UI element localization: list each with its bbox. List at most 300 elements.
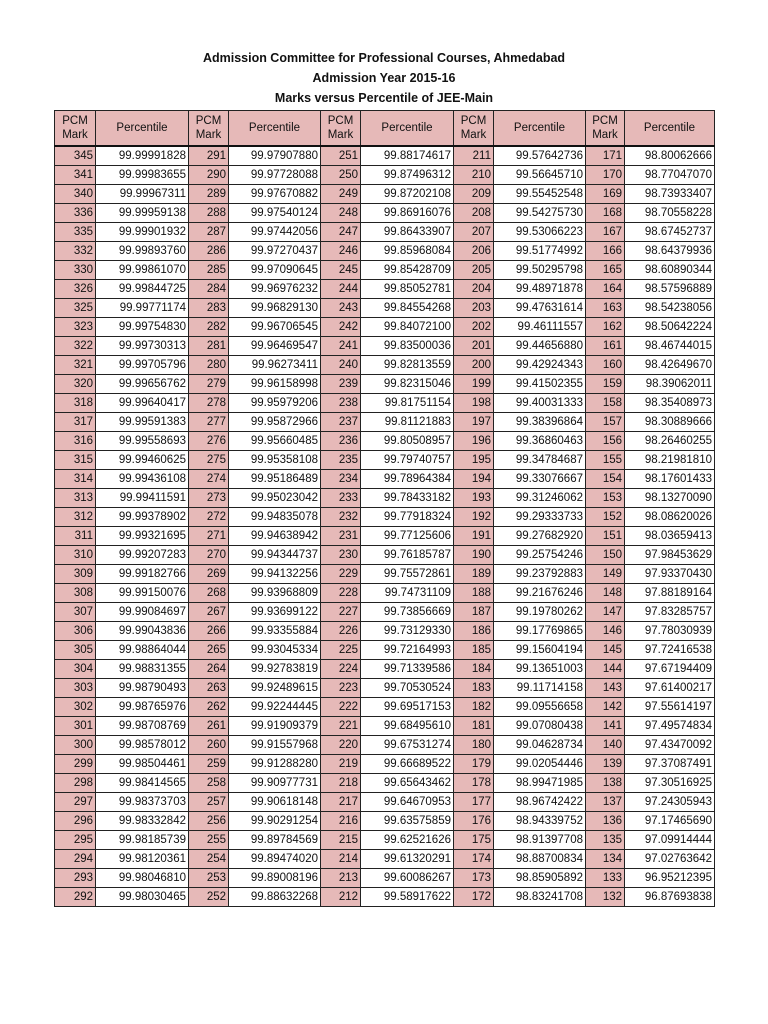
pcm-mark-cell: 150 [586,546,625,565]
percentile-cell: 98.46744015 [625,337,715,356]
percentile-cell: 99.99754830 [96,318,189,337]
pcm-mark-cell: 257 [189,793,229,812]
pcm-mark-cell: 135 [586,831,625,850]
percentile-cell: 99.99150076 [96,584,189,603]
pcm-mark-cell: 277 [189,413,229,432]
percentile-cell: 99.99959138 [96,204,189,223]
percentile-cell: 97.55614197 [625,698,715,717]
percentile-cell: 99.99991828 [96,146,189,166]
percentile-cell: 97.37087491 [625,755,715,774]
table-row [55,869,715,888]
percentile-cell: 99.99436108 [96,470,189,489]
table-row [55,413,715,432]
percentile-cell: 97.49574834 [625,717,715,736]
pcm-mark-cell: 181 [454,717,494,736]
pcm-mark-cell: 312 [55,508,96,527]
percentile-cell: 99.84554268 [361,299,454,318]
percentile-cell: 99.73856669 [361,603,454,622]
table-row [55,812,715,831]
percentile-cell: 99.77125606 [361,527,454,546]
document-title-line-3: Marks versus Percentile of JEE-Main [274,91,494,105]
pcm-mark-cell: 302 [55,698,96,717]
pcm-mark-cell: 180 [454,736,494,755]
percentile-cell: 99.76185787 [361,546,454,565]
header-mark-label: Mark [195,129,222,141]
pcm-mark-cell: 193 [454,489,494,508]
pcm-mark-cell: 241 [321,337,361,356]
pcm-mark-cell: 254 [189,850,229,869]
pcm-mark-cell: 215 [321,831,361,850]
percentile-cell: 99.99983655 [96,166,189,185]
percentile-cell: 99.60086267 [361,869,454,888]
percentile-cell: 99.94638942 [229,527,321,546]
pcm-mark-cell: 213 [321,869,361,888]
percentile-cell: 99.98046810 [96,869,189,888]
pcm-mark-cell: 307 [55,603,96,622]
percentile-cell: 99.42924343 [494,356,586,375]
pcm-mark-cell: 174 [454,850,494,869]
pcm-mark-cell: 268 [189,584,229,603]
percentile-cell: 99.84072100 [361,318,454,337]
pcm-mark-cell: 269 [189,565,229,584]
percentile-cell: 99.97670882 [229,185,321,204]
percentile-cell: 99.98790493 [96,679,189,698]
percentile-cell: 98.99471985 [494,774,586,793]
header-mark-label: Mark [62,129,88,141]
pcm-mark-cell: 296 [55,812,96,831]
percentile-cell: 99.95186489 [229,470,321,489]
percentile-cell: 99.97540124 [229,204,321,223]
percentile-cell: 98.67452737 [625,223,715,242]
percentile-cell: 99.15604194 [494,641,586,660]
pcm-mark-cell: 303 [55,679,96,698]
percentile-cell: 99.99558693 [96,432,189,451]
pcm-mark-cell: 211 [454,146,494,166]
pcm-mark-cell: 219 [321,755,361,774]
pcm-mark-cell: 311 [55,527,96,546]
pcm-mark-cell: 240 [321,356,361,375]
pcm-mark-cell: 297 [55,793,96,812]
table-row [55,375,715,394]
percentile-cell: 97.78030939 [625,622,715,641]
pcm-mark-cell: 207 [454,223,494,242]
header-pcm-mark-4 [454,111,494,147]
percentile-cell: 99.63575859 [361,812,454,831]
percentile-cell: 99.38396864 [494,413,586,432]
percentile-cell: 99.79740757 [361,451,454,470]
pcm-mark-cell: 175 [454,831,494,850]
percentile-cell: 99.04628734 [494,736,586,755]
pcm-mark-cell: 261 [189,717,229,736]
pcm-mark-cell: 345 [55,146,96,166]
percentile-cell: 98.70558228 [625,204,715,223]
table-row [55,774,715,793]
table-row [55,185,715,204]
percentile-cell: 97.30516925 [625,774,715,793]
pcm-mark-cell: 287 [189,223,229,242]
percentile-cell: 97.43470092 [625,736,715,755]
percentile-cell: 99.56645710 [494,166,586,185]
percentile-cell: 99.99656762 [96,375,189,394]
pcm-mark-cell: 246 [321,242,361,261]
percentile-cell: 98.42649670 [625,356,715,375]
table-row [55,584,715,603]
percentile-cell: 99.85968084 [361,242,454,261]
pcm-mark-cell: 216 [321,812,361,831]
percentile-cell: 99.99844725 [96,280,189,299]
percentile-cell: 99.97907880 [229,146,321,166]
pcm-mark-cell: 320 [55,375,96,394]
pcm-mark-cell: 226 [321,622,361,641]
pcm-mark-cell: 155 [586,451,625,470]
percentile-cell: 99.51774992 [494,242,586,261]
percentile-cell: 98.03659413 [625,527,715,546]
percentile-cell: 99.92244445 [229,698,321,717]
percentile-cell: 98.26460255 [625,432,715,451]
percentile-cell: 98.73933407 [625,185,715,204]
percentile-cell: 97.67194409 [625,660,715,679]
percentile-cell: 99.97728088 [229,166,321,185]
percentile-cell: 99.75572861 [361,565,454,584]
percentile-cell: 98.17601433 [625,470,715,489]
percentile-cell: 99.93355884 [229,622,321,641]
percentile-cell: 99.99705796 [96,356,189,375]
percentile-cell: 99.96829130 [229,299,321,318]
pcm-mark-cell: 304 [55,660,96,679]
pcm-mark-cell: 200 [454,356,494,375]
percentile-cell: 99.99460625 [96,451,189,470]
pcm-mark-cell: 162 [586,318,625,337]
pcm-mark-cell: 272 [189,508,229,527]
percentile-cell: 99.25754246 [494,546,586,565]
header-pcm-label: PCM [327,115,354,127]
document-title-line-2: Admission Year 2015-16 [312,71,456,85]
percentile-cell: 97.72416538 [625,641,715,660]
percentile-cell: 97.98453629 [625,546,715,565]
pcm-mark-cell: 140 [586,736,625,755]
document-title-line-1: Admission Committee for Professional Courses, Ahmedabad [202,51,566,65]
percentile-cell: 99.96469547 [229,337,321,356]
percentile-cell: 99.40031333 [494,394,586,413]
pcm-mark-cell: 138 [586,774,625,793]
percentile-cell: 99.99967311 [96,185,189,204]
pcm-mark-cell: 239 [321,375,361,394]
pcm-mark-cell: 198 [454,394,494,413]
pcm-mark-cell: 166 [586,242,625,261]
pcm-mark-cell: 291 [189,146,229,166]
pcm-mark-cell: 315 [55,451,96,470]
pcm-mark-cell: 308 [55,584,96,603]
pcm-mark-cell: 258 [189,774,229,793]
percentile-cell: 99.70530524 [361,679,454,698]
percentile-cell: 99.95979206 [229,394,321,413]
percentile-cell: 97.93370430 [625,565,715,584]
pcm-mark-cell: 204 [454,280,494,299]
percentile-cell: 99.99591383 [96,413,189,432]
pcm-mark-cell: 218 [321,774,361,793]
pcm-mark-cell: 250 [321,166,361,185]
percentile-cell: 99.89784569 [229,831,321,850]
percentile-cell: 99.55452548 [494,185,586,204]
table-row [55,546,715,565]
pcm-mark-cell: 148 [586,584,625,603]
pcm-mark-cell: 237 [321,413,361,432]
percentile-cell: 99.89474020 [229,850,321,869]
pcm-mark-cell: 182 [454,698,494,717]
pcm-mark-cell: 197 [454,413,494,432]
percentile-cell: 99.47631614 [494,299,586,318]
percentile-cell: 99.91909379 [229,717,321,736]
pcm-mark-cell: 171 [586,146,625,166]
percentile-cell: 99.98765976 [96,698,189,717]
table-row [55,432,715,451]
percentile-cell: 99.68495610 [361,717,454,736]
pcm-mark-cell: 256 [189,812,229,831]
percentile-cell: 98.77047070 [625,166,715,185]
pcm-mark-cell: 210 [454,166,494,185]
table-row [55,223,715,242]
table-row [55,755,715,774]
header-percentile-1: Percentile [96,111,189,147]
pcm-mark-cell: 234 [321,470,361,489]
percentile-cell: 99.98185739 [96,831,189,850]
percentile-cell: 97.09914444 [625,831,715,850]
pcm-mark-cell: 177 [454,793,494,812]
percentile-cell: 98.83241708 [494,888,586,907]
percentile-cell: 98.30889666 [625,413,715,432]
pcm-mark-cell: 288 [189,204,229,223]
percentile-cell: 99.13651003 [494,660,586,679]
pcm-mark-cell: 243 [321,299,361,318]
pcm-mark-cell: 244 [321,280,361,299]
percentile-cell: 99.96706545 [229,318,321,337]
table-row [55,888,715,907]
table-row [55,356,715,375]
percentile-cell: 99.48971878 [494,280,586,299]
pcm-mark-cell: 136 [586,812,625,831]
percentile-cell: 96.95212395 [625,869,715,888]
pcm-mark-cell: 189 [454,565,494,584]
pcm-mark-cell: 223 [321,679,361,698]
pcm-mark-cell: 169 [586,185,625,204]
pcm-mark-cell: 276 [189,432,229,451]
percentile-cell: 99.58917622 [361,888,454,907]
percentile-cell: 99.83500036 [361,337,454,356]
percentile-cell: 99.66689522 [361,755,454,774]
pcm-mark-cell: 286 [189,242,229,261]
percentile-cell: 99.98414565 [96,774,189,793]
percentile-cell: 97.61400217 [625,679,715,698]
percentile-cell: 99.23792883 [494,565,586,584]
percentile-cell: 97.24305943 [625,793,715,812]
pcm-mark-cell: 225 [321,641,361,660]
percentile-cell: 99.81751154 [361,394,454,413]
percentile-cell: 98.08620026 [625,508,715,527]
pcm-mark-cell: 146 [586,622,625,641]
pcm-mark-cell: 259 [189,755,229,774]
percentile-cell: 99.90977731 [229,774,321,793]
pcm-mark-cell: 133 [586,869,625,888]
pcm-mark-cell: 154 [586,470,625,489]
percentile-cell: 99.73129330 [361,622,454,641]
pcm-mark-cell: 147 [586,603,625,622]
pcm-mark-cell: 300 [55,736,96,755]
percentile-cell: 99.94344737 [229,546,321,565]
percentile-cell: 96.87693838 [625,888,715,907]
header-mark-label: Mark [592,129,618,141]
pcm-mark-cell: 153 [586,489,625,508]
pcm-mark-cell: 274 [189,470,229,489]
pcm-mark-cell: 201 [454,337,494,356]
pcm-mark-cell: 217 [321,793,361,812]
pcm-mark-cell: 235 [321,451,361,470]
pcm-mark-cell: 330 [55,261,96,280]
pcm-mark-cell: 299 [55,755,96,774]
pcm-mark-cell: 145 [586,641,625,660]
pcm-mark-cell: 321 [55,356,96,375]
pcm-mark-cell: 187 [454,603,494,622]
percentile-cell: 99.86916076 [361,204,454,223]
percentile-cell: 99.95660485 [229,432,321,451]
percentile-cell: 98.35408973 [625,394,715,413]
pcm-mark-cell: 173 [454,869,494,888]
percentile-cell: 97.83285757 [625,603,715,622]
table-header-row [55,111,715,147]
percentile-cell: 99.98120361 [96,850,189,869]
percentile-cell: 99.91288280 [229,755,321,774]
percentile-cell: 99.99321695 [96,527,189,546]
percentile-cell: 99.99730313 [96,337,189,356]
pcm-mark-cell: 332 [55,242,96,261]
percentile-cell: 98.39062011 [625,375,715,394]
pcm-mark-cell: 265 [189,641,229,660]
percentile-cell: 99.93699122 [229,603,321,622]
pcm-mark-cell: 298 [55,774,96,793]
percentile-table-wrapper [54,110,715,907]
pcm-mark-cell: 326 [55,280,96,299]
pcm-mark-cell: 289 [189,185,229,204]
percentile-cell: 99.99640417 [96,394,189,413]
pcm-mark-cell: 172 [454,888,494,907]
percentile-cell: 98.50642224 [625,318,715,337]
pcm-mark-cell: 248 [321,204,361,223]
percentile-cell: 99.98504461 [96,755,189,774]
header-pcm-mark-2 [189,111,229,147]
header-pcm-mark-3 [321,111,361,147]
pcm-mark-cell: 295 [55,831,96,850]
percentile-cell: 99.99861070 [96,261,189,280]
percentile-cell: 98.57596889 [625,280,715,299]
pcm-mark-cell: 212 [321,888,361,907]
pcm-mark-cell: 252 [189,888,229,907]
percentile-cell: 98.21981810 [625,451,715,470]
percentile-cell: 99.71339586 [361,660,454,679]
pcm-mark-cell: 238 [321,394,361,413]
percentile-cell: 99.54275730 [494,204,586,223]
percentile-cell: 99.93045334 [229,641,321,660]
percentile-cell: 99.99893760 [96,242,189,261]
table-row [55,242,715,261]
percentile-cell: 99.95023042 [229,489,321,508]
header-pcm-mark-5 [586,111,625,147]
table-row [55,622,715,641]
pcm-mark-cell: 292 [55,888,96,907]
percentile-cell: 99.89008196 [229,869,321,888]
pcm-mark-cell: 203 [454,299,494,318]
percentile-cell: 99.80508957 [361,432,454,451]
pcm-mark-cell: 290 [189,166,229,185]
pcm-mark-cell: 176 [454,812,494,831]
pcm-mark-cell: 275 [189,451,229,470]
percentile-cell: 99.99901932 [96,223,189,242]
pcm-mark-cell: 316 [55,432,96,451]
percentile-cell: 99.98332842 [96,812,189,831]
table-row [55,166,715,185]
percentile-cell: 99.99084697 [96,603,189,622]
percentile-cell: 99.36860463 [494,432,586,451]
percentile-cell: 99.99411591 [96,489,189,508]
pcm-mark-cell: 230 [321,546,361,565]
table-row [55,736,715,755]
percentile-cell: 99.44656880 [494,337,586,356]
header-mark-label: Mark [327,129,354,141]
percentile-cell: 99.86433907 [361,223,454,242]
pcm-mark-cell: 167 [586,223,625,242]
percentile-cell: 99.87496312 [361,166,454,185]
pcm-mark-cell: 310 [55,546,96,565]
pcm-mark-cell: 188 [454,584,494,603]
percentile-cell: 99.46111557 [494,318,586,337]
percentile-cell: 99.96976232 [229,280,321,299]
percentile-cell: 99.53066223 [494,223,586,242]
pcm-mark-cell: 267 [189,603,229,622]
percentile-cell: 99.57642736 [494,146,586,166]
percentile-cell: 98.88700834 [494,850,586,869]
percentile-cell: 97.17465690 [625,812,715,831]
pcm-mark-cell: 273 [189,489,229,508]
table-row [55,793,715,812]
percentile-cell: 99.98030465 [96,888,189,907]
pcm-mark-cell: 284 [189,280,229,299]
percentile-cell: 98.54238056 [625,299,715,318]
pcm-mark-cell: 163 [586,299,625,318]
pcm-mark-cell: 132 [586,888,625,907]
header-pcm-label: PCM [62,115,88,127]
pcm-mark-cell: 293 [55,869,96,888]
table-row [55,146,715,166]
pcm-mark-cell: 318 [55,394,96,413]
percentile-cell: 98.96742422 [494,793,586,812]
percentile-cell: 99.69517153 [361,698,454,717]
table-body [55,146,715,907]
percentile-cell: 99.34784687 [494,451,586,470]
pcm-mark-cell: 309 [55,565,96,584]
percentile-cell: 99.90618148 [229,793,321,812]
pcm-mark-cell: 209 [454,185,494,204]
percentile-cell: 99.65643462 [361,774,454,793]
pcm-mark-cell: 220 [321,736,361,755]
header-pcm-label: PCM [195,115,222,127]
percentile-cell: 97.02763642 [625,850,715,869]
percentile-cell: 99.98578012 [96,736,189,755]
percentile-cell: 99.85052781 [361,280,454,299]
percentile-cell: 99.92489615 [229,679,321,698]
pcm-mark-cell: 157 [586,413,625,432]
pcm-mark-cell: 340 [55,185,96,204]
percentile-cell: 99.94132256 [229,565,321,584]
percentile-cell: 99.41502355 [494,375,586,394]
pcm-mark-cell: 224 [321,660,361,679]
